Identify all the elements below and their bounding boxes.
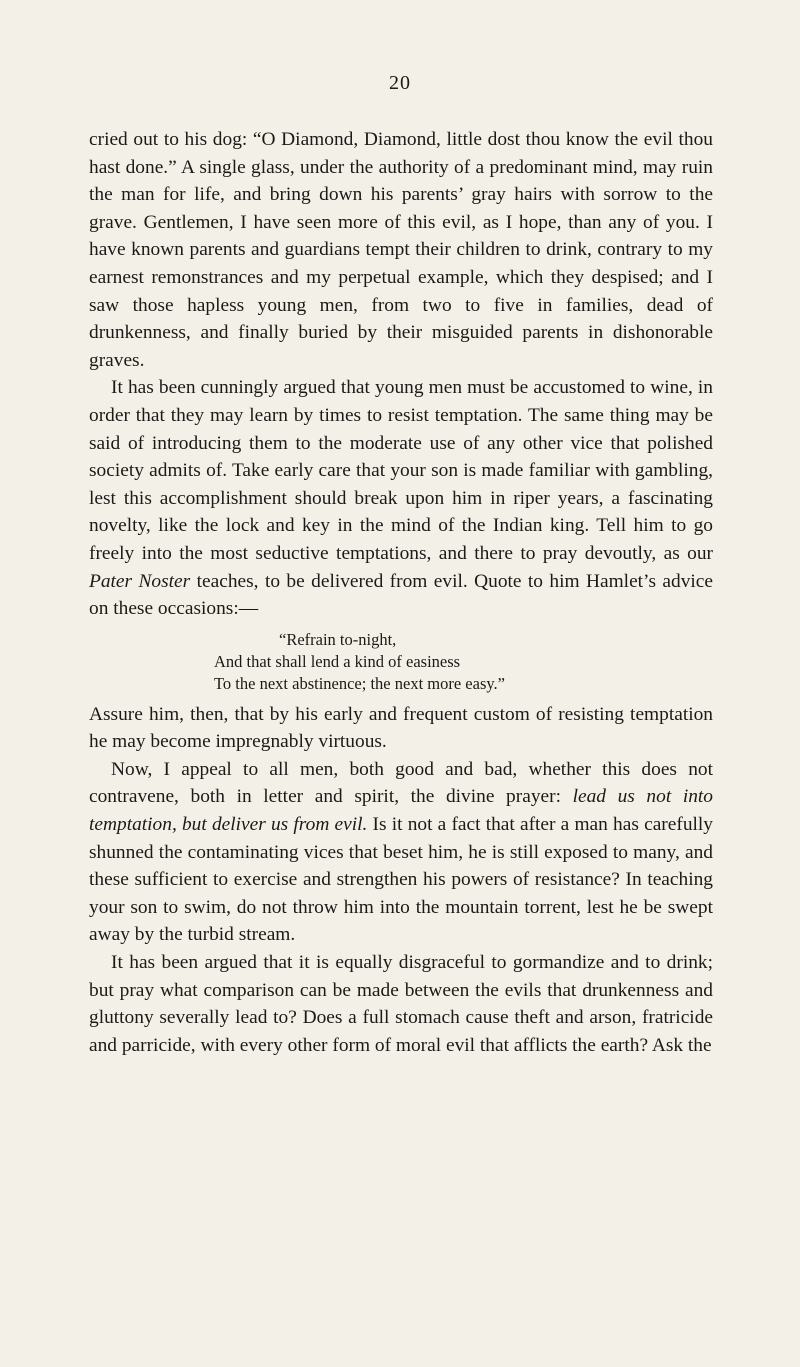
- page-body: [89, 126, 713, 1059]
- paragraph: [89, 949, 713, 1059]
- paragraph-text: Now, I appeal to all men, both good and bad, whether this does not contravene, both in letter and spirit, the divine prayer:: [89, 758, 713, 808]
- page-number: 20: [389, 72, 411, 94]
- verse-line: And that shall lend a kind of easiness: [214, 651, 461, 671]
- paragraph: [89, 756, 713, 949]
- verse-line: “Refrain to-night,: [279, 629, 397, 649]
- paragraph-text: cried out to his dog: “O Diamond, Diamond, little dost thou know the evil thou hast done.” A single glass, under the authority of a predominant mind, may ruin the man for life, and bring down his parents’ gray hairs with sorrow to the grave. Gentlemen, I have seen more of this evil, as I hope, than any of you. I have known parents and guardians tempt their children to drink, contrary to my earnest remonstrances and my perpetual example, which they despised; and I saw those hapless young men, from two to five in families, dead of drunkenness, and finally buried by their misguided parents in dishonorable graves.: [89, 129, 713, 371]
- paragraph-text: Assure him, then, that by his early and frequent custom of resisting temptation he may become impregnably virtuous.: [89, 703, 713, 753]
- verse-quotation: [89, 629, 713, 695]
- italic-phrase: Pater Noster: [89, 570, 191, 592]
- paragraph: [89, 701, 713, 756]
- paragraph-text: teaches, to be delivered from evil. Quote to him Hamlet’s advice on these occasions:—: [89, 570, 713, 620]
- verse-line: To the next abstinence; the next more easy.”: [214, 673, 505, 693]
- paragraph: [89, 374, 713, 622]
- paragraph-text: It has been argued that it is equally disgraceful to gormandize and to drink; but pray what comparison can be made between the evils that drunkenness and gluttony severally lead to? Does a full stomach cause theft and arson, fratricide and parricide, with every other form of moral evil that afflicts the earth? Ask the: [89, 952, 713, 1056]
- paragraph-text: It has been cunningly argued that young men must be accustomed to wine, in order that they may learn by times to resist temptation. The same thing may be said of introducing them to the moderate use of any other vice that polished society admits of. Take early care that your son is made familiar with gambling, lest this accomplishment should break upon him in riper years, a fascinating novelty, like the lock and key in the mind of the Indian king. Tell him to go freely into the most seductive temptations, and there to pray devoutly, as our: [89, 377, 713, 564]
- italic-phrase: lead us not into temptation, but deliver us from evil.: [89, 786, 713, 836]
- paragraph-text: Is it not a fact that after a man has carefully shunned the contaminating vices that beset him, he is still exposed to many, and these sufficient to exercise and strengthen his powers of resistance? In teaching your son to swim, do not throw him into the mountain torrent, lest he be swept away by the turbid stream.: [89, 814, 713, 946]
- paragraph: [89, 126, 713, 374]
